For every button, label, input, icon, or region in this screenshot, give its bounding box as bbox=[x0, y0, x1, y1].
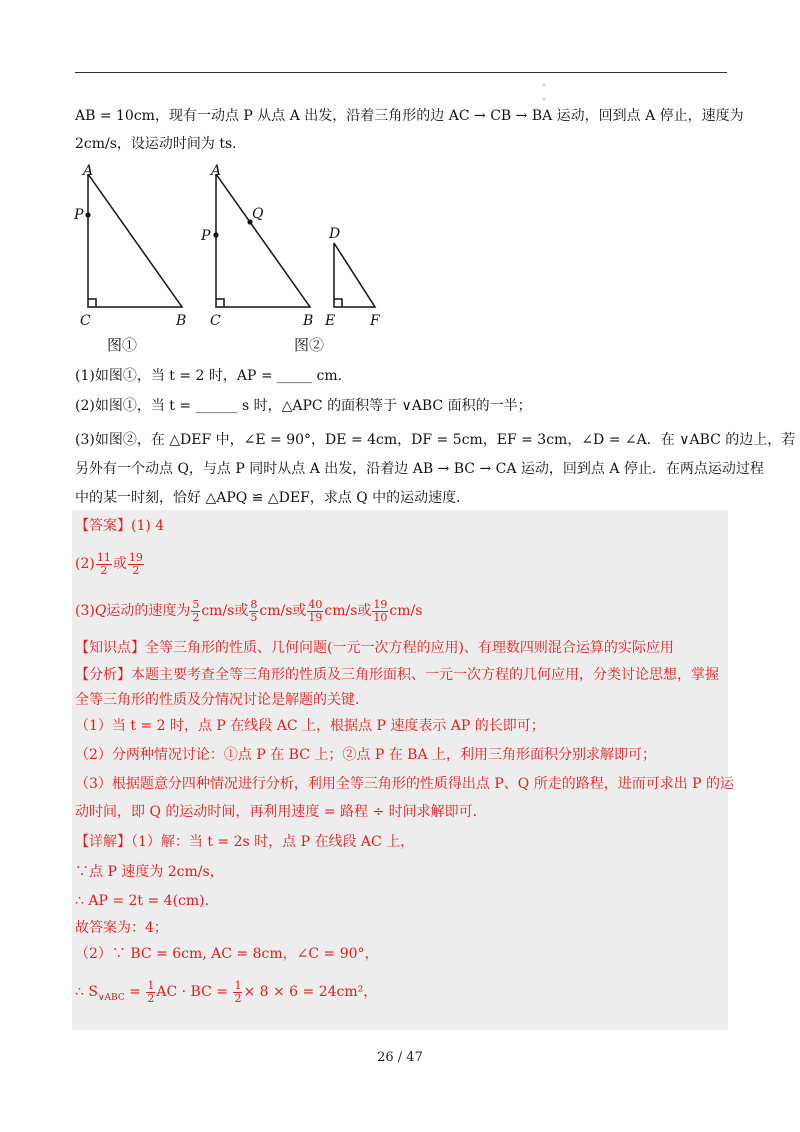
knowledge-text: 全等三角形的性质、几何问题(一元一次方程的应用)、有理数四则混合运算的实际应用 bbox=[145, 640, 674, 656]
label-a: A bbox=[211, 163, 222, 179]
answer-line-3 bbox=[75, 595, 422, 627]
fraction: $\frac{5}{2}$ bbox=[192, 597, 200, 624]
fraction: $\frac{1}{2}$ bbox=[234, 978, 242, 1005]
analysis-line-2: 全等三角形的性质及分情况讨论是解题的关键． bbox=[75, 692, 369, 708]
point-p-fig2 bbox=[213, 232, 218, 237]
answer-1: (1) 4 bbox=[131, 518, 165, 534]
area-result: × 8 × 6 = 24cm²， bbox=[243, 984, 378, 1000]
analysis-point-1: （1）当 t = 2 时，点 P 在线段 AC 上，根据点 P 速度表示 AP 的长即可； bbox=[75, 718, 545, 734]
scan-dot bbox=[543, 84, 545, 86]
question-3-line-1: (3)如图②，在 △DEF 中，∠E = 90°，DE = 4cm，DF = 5cm，EF = 3cm，∠D = ∠A．在 ∨ABC 的边上，若 bbox=[75, 432, 796, 448]
analysis-line-1 bbox=[75, 665, 719, 685]
label-b: B bbox=[303, 313, 314, 329]
detail-line-1 bbox=[75, 832, 414, 852]
detail-tag: 【详解】 bbox=[75, 834, 131, 850]
triangle-abc-fig2 bbox=[216, 174, 310, 307]
or-text: 或 bbox=[292, 603, 307, 619]
analysis-point-3-line-1: （3）根据题意分四种情况进行分析，利用全等三角形的性质得出点 P、Q 所走的路程，进而可求出 P 的运 bbox=[75, 776, 735, 792]
analysis-point-3-line-2: 动时间，即 Q 的运动时间，再利用速度 = 路程 ÷ 时间求解即可． bbox=[75, 804, 487, 820]
equals: = bbox=[124, 984, 146, 1000]
answer-line-2 bbox=[75, 548, 145, 580]
question-3-line-3: 中的某一时刻，恰好 △APQ ≌ △DEF，求点 Q 中的运动速度． bbox=[75, 490, 471, 506]
answer-2-prefix: (2) bbox=[75, 556, 95, 572]
triangle-abc-fig1 bbox=[88, 174, 182, 307]
question-1: (1)如图①，当 t = 2 时，AP = _____ cm． bbox=[75, 368, 352, 384]
area-symbol: ∴ S bbox=[75, 984, 98, 1000]
figure-2-caption: 图② bbox=[294, 336, 325, 354]
knowledge-tag: 【知识点】 bbox=[75, 640, 145, 656]
label-e: E bbox=[325, 313, 336, 329]
or-text: 或 bbox=[112, 556, 127, 572]
area-subscript: ∨ABC bbox=[97, 992, 125, 1003]
point-p-fig1 bbox=[85, 212, 90, 217]
analysis-point-2: （2）分两种情况讨论：①点 P 在 BC 上；②点 P 在 BA 上，利用三角形面积分别求解即可； bbox=[75, 747, 657, 763]
detail-line-4: 故答案为：4； bbox=[75, 920, 168, 936]
fraction: $\frac{8}{5}$ bbox=[250, 597, 258, 624]
scan-dot bbox=[543, 98, 545, 100]
label-d: D bbox=[329, 226, 341, 242]
fraction: $\frac{40}{19}$ bbox=[308, 597, 323, 624]
point-q-label: Q bbox=[94, 603, 107, 619]
header-rule bbox=[75, 72, 727, 73]
right-angle-mark bbox=[216, 299, 224, 307]
unit: cm/s bbox=[389, 603, 423, 619]
area-expression: AC · BC = bbox=[156, 984, 233, 1000]
label-c: C bbox=[210, 313, 221, 329]
analysis-text: 本题主要考查全等三角形的性质及三角形面积、一元一次方程的几何应用，分类讨论思想，掌握 bbox=[131, 667, 719, 683]
right-angle-mark bbox=[334, 299, 342, 307]
detail-line-3: ∴ AP = 2t = 4(cm)． bbox=[75, 893, 219, 909]
answer-line-1 bbox=[75, 516, 164, 536]
detail-text: （1）解：当 t = 2s 时，点 P 在线段 AC 上， bbox=[131, 834, 415, 850]
answer-3-prefix: (3) bbox=[75, 603, 95, 619]
answer-tag: 【答案】 bbox=[75, 518, 131, 534]
analysis-tag: 【分析】 bbox=[75, 667, 131, 683]
unit: cm/s bbox=[259, 603, 293, 619]
figure-1-caption: 图① bbox=[107, 336, 138, 354]
answer-3-text: 运动的速度为 bbox=[106, 603, 191, 619]
label-f: F bbox=[370, 313, 380, 329]
unit: cm/s bbox=[201, 603, 235, 619]
detail-line-6 bbox=[75, 976, 377, 1014]
unit: cm/s bbox=[324, 603, 358, 619]
fraction: $\frac{19}{10}$ bbox=[373, 597, 388, 624]
label-p: P bbox=[74, 207, 84, 223]
triangle-def bbox=[334, 243, 375, 307]
label-b: B bbox=[176, 313, 187, 329]
knowledge-line bbox=[75, 638, 674, 658]
problem-line-1: AB = 10cm，现有一动点 P 从点 A 出发，沿着三角形的边 AC → CB → BA 运动，回到点 A 停止，速度为 bbox=[75, 108, 744, 124]
question-3-line-2: 另外有一个动点 Q，与点 P 同时从点 A 出发，沿着边 AB → BC → CA 运动，回到点 A 停止．在两点运动过程 bbox=[75, 461, 764, 477]
detail-line-2: ∵点 P 速度为 2cm/s， bbox=[75, 864, 224, 880]
fraction: $\frac{1}{2}$ bbox=[147, 978, 155, 1005]
question-2: (2)如图①，当 t = ______ s 时，△APC 的面积等于 ∨ABC 面积的一半； bbox=[75, 398, 532, 414]
label-c: C bbox=[80, 313, 91, 329]
right-angle-mark bbox=[88, 299, 96, 307]
label-p: P bbox=[201, 228, 211, 244]
or-text: 或 bbox=[357, 603, 372, 619]
page-number: 26 / 47 bbox=[377, 1050, 423, 1065]
or-text: 或 bbox=[234, 603, 249, 619]
label-q: Q bbox=[252, 206, 264, 222]
fraction: $\frac{19}{2}$ bbox=[128, 550, 143, 577]
fraction: $\frac{11}{2}$ bbox=[96, 550, 111, 577]
triangle-figures bbox=[70, 160, 410, 360]
label-a: A bbox=[83, 163, 94, 179]
detail-line-5: （2）∵ BC = 6cm, AC = 8cm，∠C = 90°， bbox=[75, 946, 379, 962]
problem-line-2: 2cm/s，设运动时间为 ts． bbox=[75, 136, 247, 152]
